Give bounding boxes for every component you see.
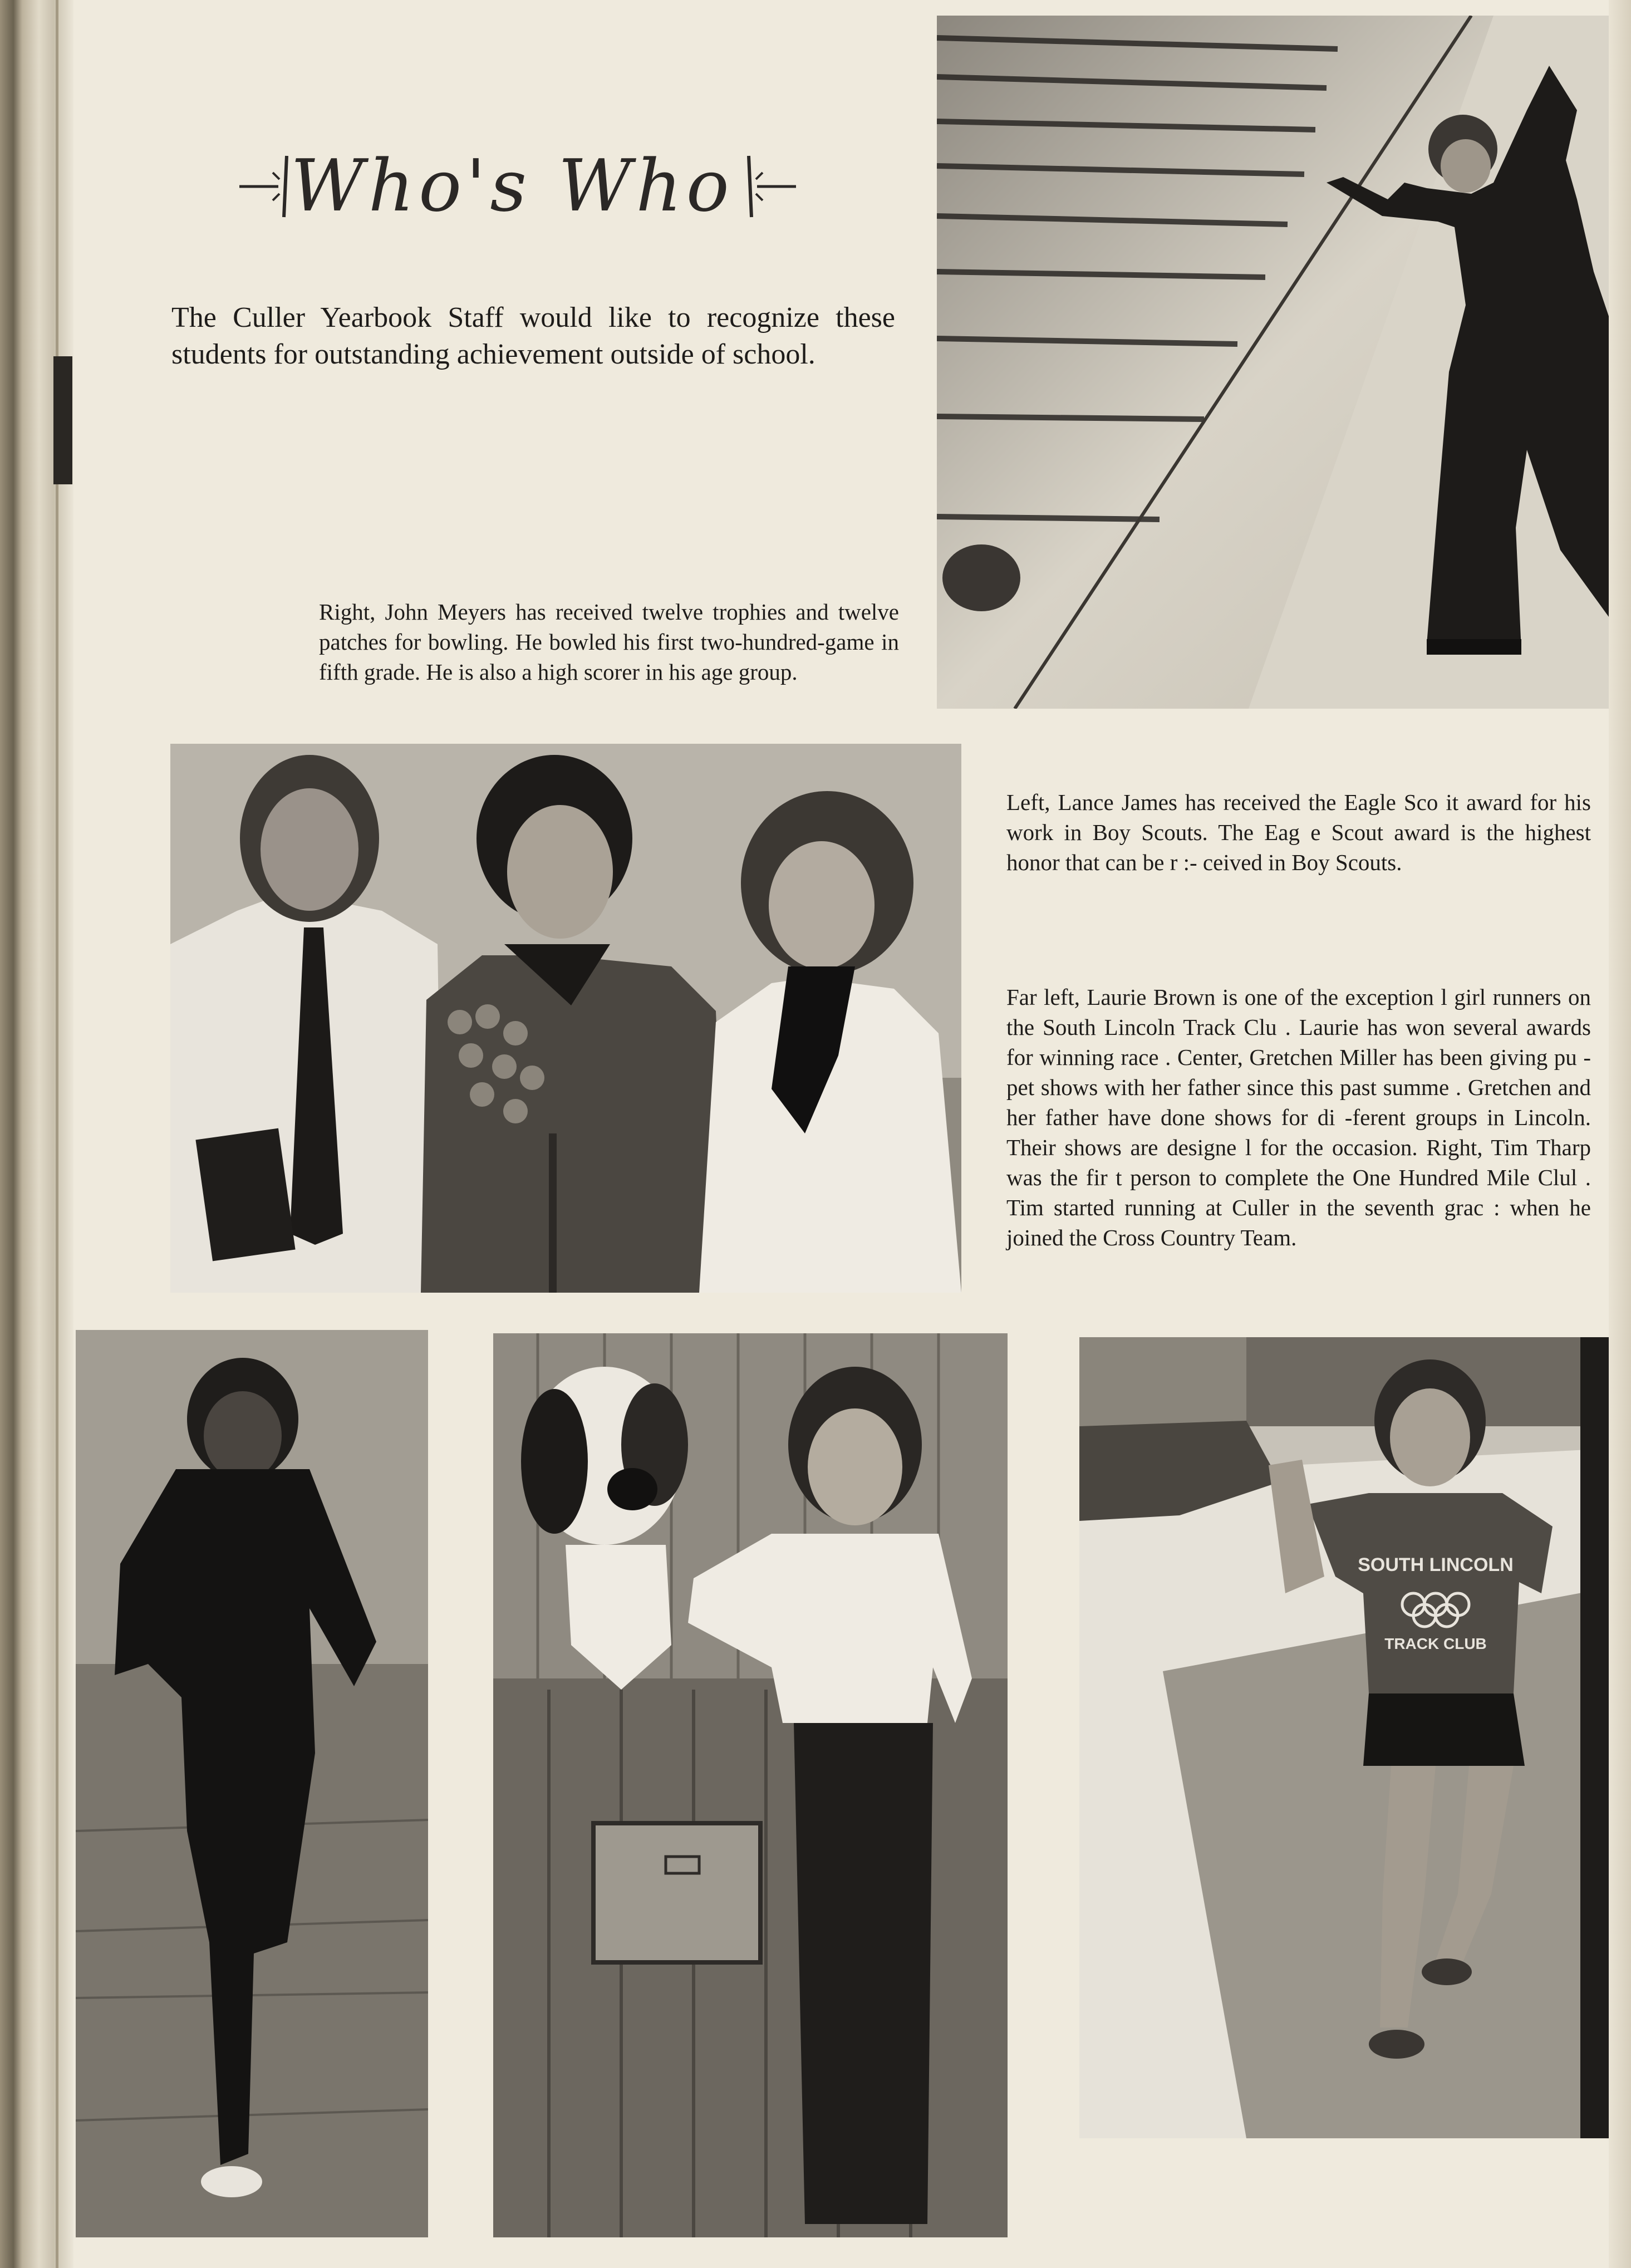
photo-eagle-scout xyxy=(170,744,961,1293)
photo-tim-tharp xyxy=(1079,1337,1609,2138)
caption-runners-puppets: Far left, Laurie Brown is one of the exception l girl runners on the South Lincoln Track Clu . Laurie has won several awards for winning race . Center, Gretchen Miller has been giving pu -pet shows with her father since this past summe . Gretchen and her father have done shows for di -ferent groups in Lincoln. Their shows are designe l for the occasion. Right, Tim Tharp was the fir t person to complete the One Hundred Mile Clul . Tim started running at Culler in the seventh grac : when he joined the Cross Country Team. xyxy=(1006,984,1591,1250)
book-spine xyxy=(0,0,73,2268)
right-ornament-icon xyxy=(729,150,796,223)
caption-john-meyers: Right, John Meyers has received twelve trophies and twelve patches for bowling. He bowled his first two-hundred-game in fifth grade. He is also a high scorer in his age group. xyxy=(319,599,899,685)
shirt-text-line1: SOUTH LINCOLN xyxy=(1358,1554,1514,1575)
caption-lance-james: Left, Lance James has received the Eagle Sco it award for his work in Boy Scouts. The Eag e Scout award is the highest honor that can be r :- ceived in Boy Scouts. xyxy=(1006,789,1591,875)
photo-bowling xyxy=(937,16,1609,709)
spine-tab xyxy=(53,356,72,484)
shirt-text-line2: TRACK CLUB xyxy=(1384,1635,1487,1652)
photo-gretchen-miller xyxy=(493,1333,1008,2237)
page-title: Who's Who xyxy=(291,145,734,228)
spine-edge xyxy=(56,0,58,2268)
photo-laurie-brown xyxy=(76,1330,428,2237)
intro-text: The Culler Yearbook Staff would like to recognize these students for outstanding achievement outside of school. xyxy=(171,302,895,370)
page-edge xyxy=(1609,0,1631,2268)
